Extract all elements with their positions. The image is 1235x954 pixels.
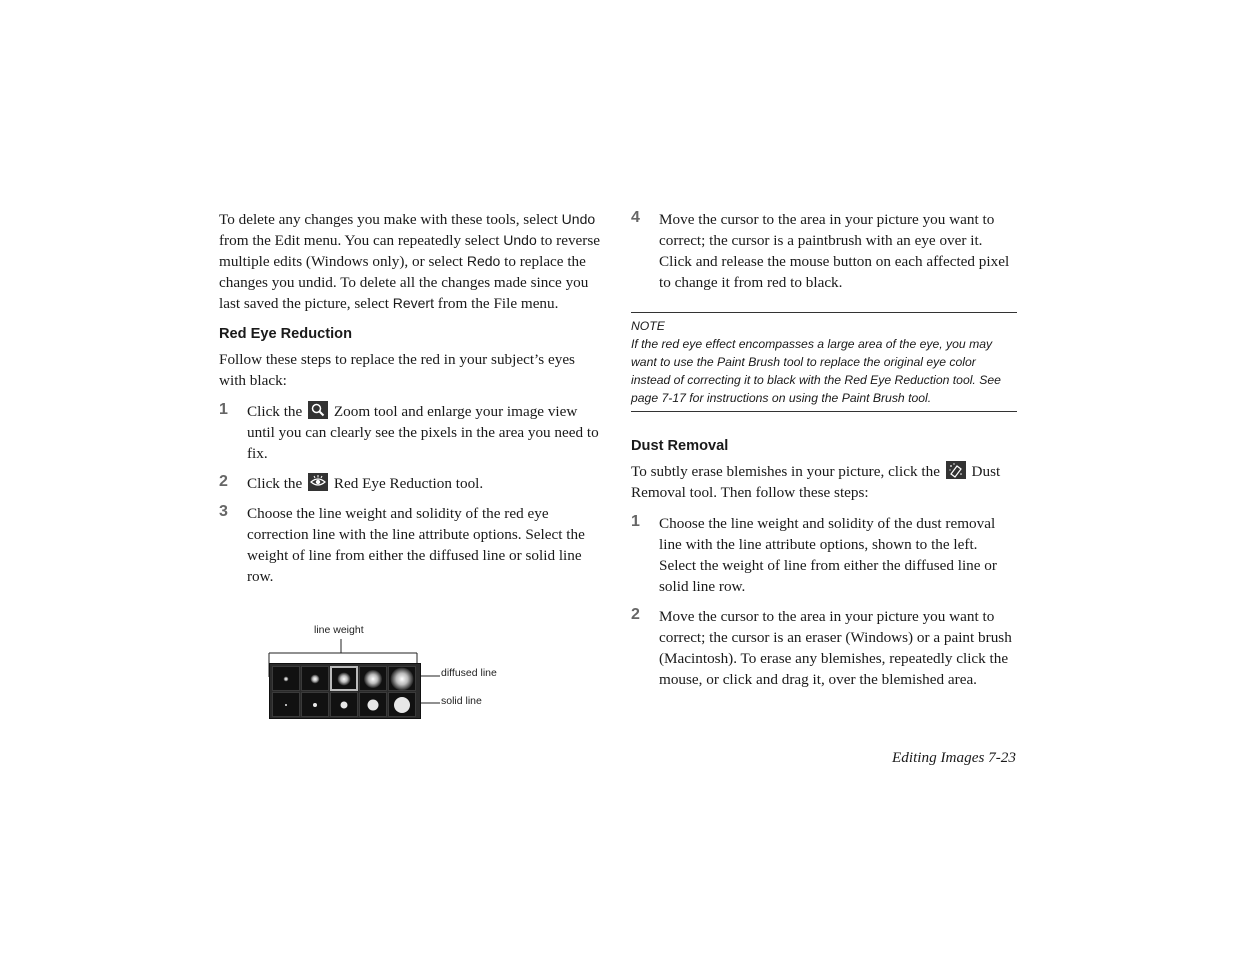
undo-command: Undo [503, 232, 537, 248]
note-text: If the red eye effect encompasses a large area of the eye, you may want to use the Paint Brush tool to replace the original eye color instead of correcting it to black with the Red Eye Reduction tool. See page 7-17 for instructions on using the Paint Brush tool. [631, 337, 1001, 405]
line-attribute-figure [268, 622, 518, 722]
solid-option[interactable] [359, 692, 387, 717]
solid-option[interactable] [388, 692, 416, 717]
red-eye-tool-icon [308, 473, 328, 491]
red-eye-lead: Follow these steps to replace the red in your subject’s eyes with black: [219, 351, 575, 389]
diffused-line-label: diffused line [441, 667, 497, 679]
line-weight-label: line weight [314, 624, 364, 636]
line-attribute-options [269, 663, 421, 719]
dust-removal-lead: To subtly erase blemishes in your picture, click the Dust Removal tool. Then follow these steps: [631, 463, 1001, 501]
step-item: 2 Move the cursor to the area in your picture you want to correct; the cursor is an eraser (Windows) or a paint brush (Macintosh). To erase any blemishes, repeatedly click the mouse, or click and drag it, over the blemished area. [631, 606, 1012, 688]
left-column [219, 209, 603, 596]
step-item: 1 Choose the line weight and solidity of the dust removal line with the line attribute options, shown to the left. Select the weight of line from either the diffused line or solid line row. [631, 513, 997, 595]
note-label: NOTE [631, 319, 665, 333]
step-item: 3 Choose the line weight and solidity of the red eye correction line with the line attribute options. Select the weight of line from either the diffused line or solid line row. [219, 503, 585, 585]
step-number: 4 [631, 209, 640, 226]
step-number: 3 [219, 503, 228, 520]
solid-option[interactable] [272, 692, 300, 717]
diffused-option[interactable] [301, 666, 329, 691]
step-number: 2 [219, 473, 228, 490]
zoom-tool-icon [308, 401, 328, 419]
step-number: 1 [631, 513, 640, 530]
step-item: 4 Move the cursor to the area in your picture you want to correct; the cursor is a paintbrush with an eye over it. Click and release the mouse button on each affected pixel to change it from red to black. [631, 209, 1010, 291]
red-eye-heading: Red Eye Reduction [219, 326, 352, 342]
diffused-option[interactable] [388, 666, 416, 691]
solid-line-label: solid line [441, 695, 482, 707]
step-item: 2 Click the Red Eye Reduction tool. [219, 473, 484, 492]
page-footer: Editing Images 7-23 [891, 749, 1016, 766]
step-number: 1 [219, 401, 228, 418]
solid-option[interactable] [330, 692, 358, 717]
dust-removal-heading: Dust Removal [631, 438, 729, 454]
diffused-option[interactable] [272, 666, 300, 691]
dust-removal-tool-icon [946, 461, 966, 479]
diffused-option[interactable] [359, 666, 387, 691]
note-box [631, 312, 1017, 412]
revert-command: Revert [392, 295, 434, 311]
intro-paragraph: To delete any changes you make with these tools, select Undo from the Edit menu. You can repeatedly select Undo to reverse multiple edits (Windows only), or select Redo to replace the changes you undid. To delete all the changes made since you last saved the picture, select Revert from the File menu. [219, 211, 600, 312]
step-item: 1 Click the Zoom tool and enlarge your image view until you can clearly see the pixels in the area you need to fix. [219, 401, 599, 462]
undo-command: Undo [561, 211, 596, 227]
step-number: 2 [631, 606, 640, 623]
solid-option[interactable] [301, 692, 329, 717]
redo-command: Redo [466, 253, 501, 269]
diffused-option-selected[interactable] [330, 666, 358, 691]
right-column [631, 209, 1017, 699]
